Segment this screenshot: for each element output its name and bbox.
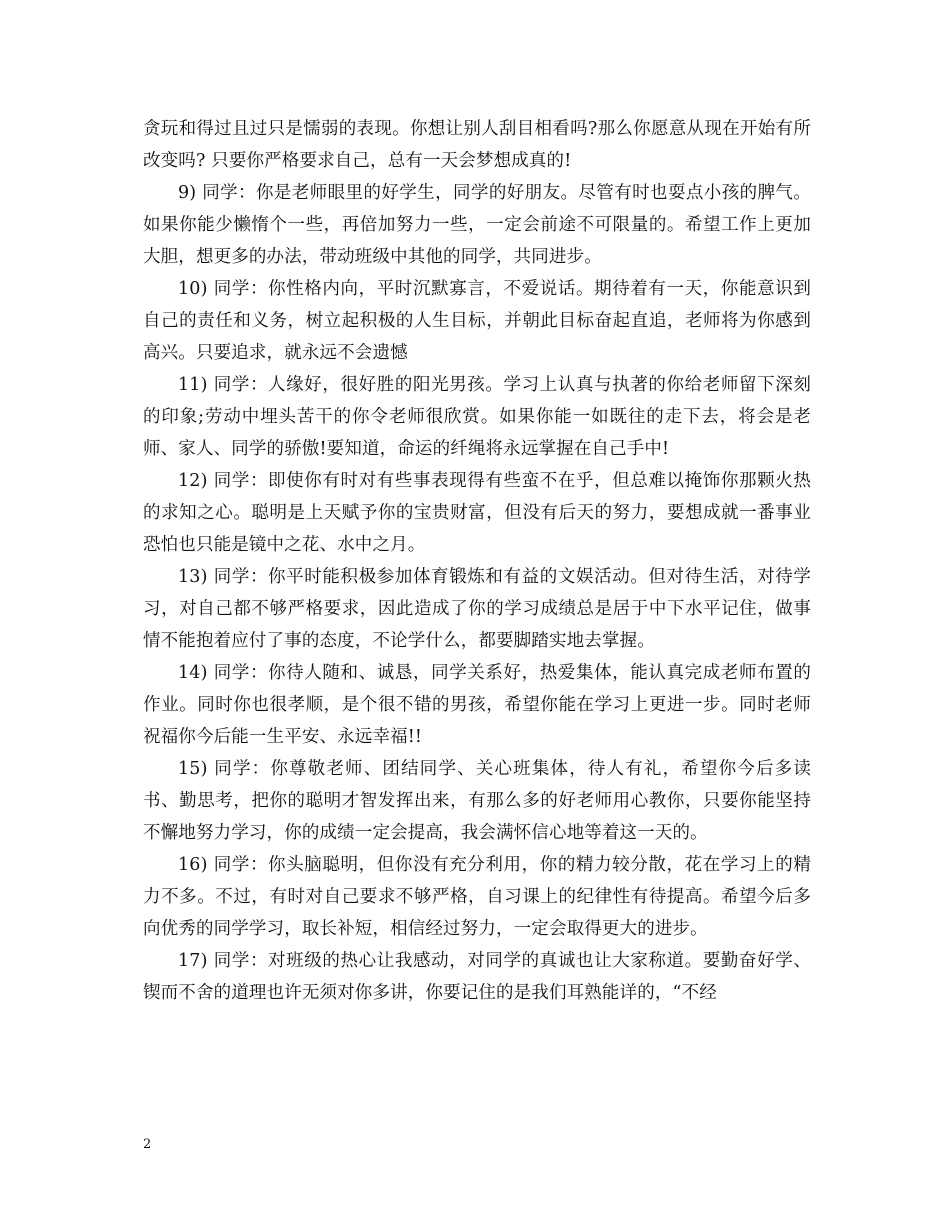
paragraph-comment-10: 10) 同学：你性格内向，平时沉默寡言，不爱说话。期待着有一天，你能意识到自己的责任和义务，树立起积极的人生目标，并朝此目标奋起直追，老师将为你感到高兴。只要追求，就永远不会遗憾 <box>143 279 811 363</box>
paragraph-comment-13: 13) 同学：你平时能积极参加体育锻炼和有益的文娱活动。但对待生活，对待学习，对自己都不够严格要求，因此造成了你的学习成绩总是居于中下水平记住，做事情不能抱着应付了事的态度，不论学什么，都要脚踏实地去掌握。 <box>143 567 811 651</box>
document-body <box>143 113 811 1009</box>
paragraph-comment-11: 11) 同学：人缘好，很好胜的阳光男孩。学习上认真与执著的你给老师留下深刻的印象;劳动中埋头苦干的你令老师很欣赏。如果你能一如既往的走下去，将会是老师、家人、同学的骄傲!要知道，命运的纤绳将永远掌握在自己手中! <box>143 375 811 459</box>
paragraph-comment-16: 16) 同学：你头脑聪明，但你没有充分利用，你的精力较分散，花在学习上的精力不多。不过，有时对自己要求不够严格，自习课上的纪律性有待提高。希望今后多向优秀的同学学习，取长补短，相信经过努力，一定会取得更大的进步。 <box>143 855 811 939</box>
paragraph-comment-15: 15) 同学：你尊敬老师、团结同学、关心班集体，待人有礼，希望你今后多读书、勤思考，把你的聪明才智发挥出来，有那么多的好老师用心教你，只要你能坚持不懈地努力学习，你的成绩一定会提高，我会满怀信心地等着这一天的。 <box>143 759 811 843</box>
paragraph-comment-17: 17) 同学：对班级的热心让我感动，对同学的真诚也让大家称道。要勤奋好学、锲而不舍的道理也许无须对你多讲，你要记住的是我们耳熟能详的，“不经 <box>143 951 811 1003</box>
paragraph-comment-9: 9) 同学：你是老师眼里的好学生，同学的好朋友。尽管有时也耍点小孩的脾气。如果你能少懒惰个一些，再倍加努力一些，一定会前途不可限量的。希望工作上更加大胆，想更多的办法，带动班级中其他的同学，共同进步。 <box>143 183 811 267</box>
paragraph-continuation: 贪玩和得过且过只是懦弱的表现。你想让别人刮目相看吗?那么你愿意从现在开始有所改变吗? 只要你严格要求自己，总有一天会梦想成真的! <box>143 119 811 171</box>
paragraph-comment-12: 12) 同学：即使你有时对有些事表现得有些蛮不在乎，但总难以掩饰你那颗火热的求知之心。聪明是上天赋予你的宝贵财富，但没有后天的努力，要想成就一番事业恐怕也只能是镜中之花、水中之月。 <box>143 471 811 555</box>
paragraph-comment-14: 14) 同学：你待人随和、诚恳，同学关系好，热爱集体，能认真完成老师布置的作业。同时你也很孝顺，是个很不错的男孩，希望你能在学习上更进一步。同时老师祝福你今后能一生平安、永远幸福!! <box>143 663 811 747</box>
page-number: 2 <box>143 1137 152 1152</box>
